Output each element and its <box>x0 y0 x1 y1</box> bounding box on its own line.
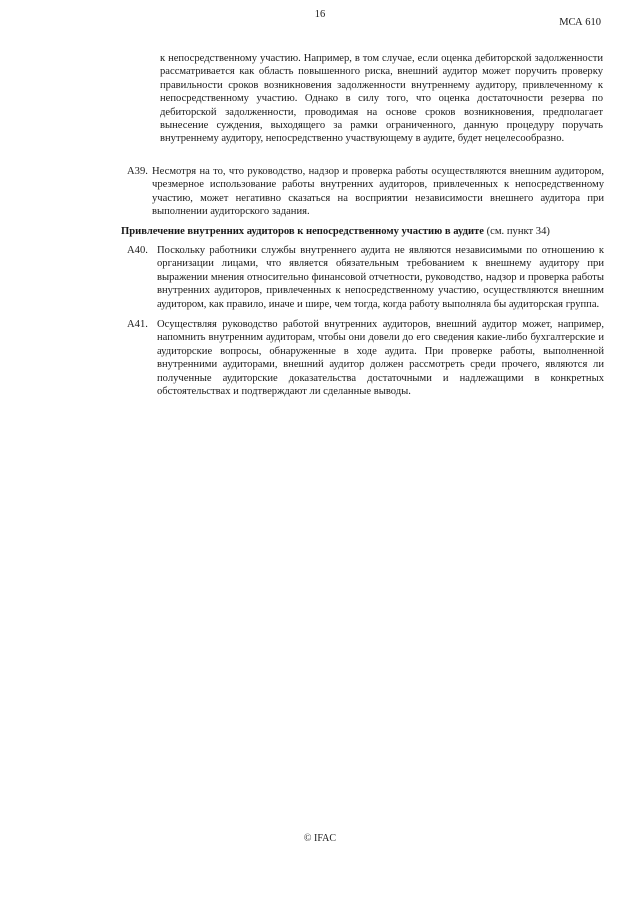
paragraph-number: A39. <box>127 166 148 177</box>
paragraph-number: A41. <box>127 319 148 330</box>
paragraph-number: A40. <box>127 245 148 256</box>
document-code: МСА 610 <box>559 17 601 28</box>
section-heading-title: Привлечение внутренних аудиторов к непосредственному участию в аудите <box>121 226 484 237</box>
paragraph-text: Поскольку работники службы внутреннего аудита не являются независимыми по отношению к организации лицами, что является обязательным требованием к внешнему аудитору при выражении мнения относительно финансовой отчетности, руководство, надзор и проверка работы внутренних аудиторов, привлеченных к непосредственному участию, осуществляются внешним аудитором, как правило, иначе и шире, чем тогда, когда работу выполняла бы аудиторская группа. <box>157 245 604 310</box>
page-number: 16 <box>314 9 326 20</box>
section-heading <box>121 225 550 238</box>
section-heading-reference: (см. пункт 34) <box>483 226 550 237</box>
paragraph-text: Осуществляя руководство работой внутренних аудиторов, внешний аудитор может, например, напомнить внутренним аудиторам, чтобы они довели до его сведения какие-либо бухгалтерские и аудиторские вопросы, обнаруженные в ходе аудита. При проверке работы, выполненной внутренними аудиторами, внешний аудитор должен рассмотреть среди прочего, являются ли полученные аудиторские доказательства достаточными и надлежащими в конкретных обстоятельствах и подтверждают ли сделанные выводы. <box>157 319 604 398</box>
copyright-footer: © IFAC <box>303 833 337 844</box>
continuation-paragraph: к непосредственному участию. Например, в том случае, если оценка дебиторской задолженности рассматривается как область повышенного риска, внешний аудитор может поручить проверку правильности сроков возникновения задолженности внутреннему аудитору, привлеченному к непосредственному участию. Однако в силу того, что оценка достаточности резерва по дебиторской задолженности, проводимая на основе сроков возникновения, предполагает вынесение суждения, выходящего за рамки ограниченного, данную процедуру поручать внутреннему аудитору, непосредственно участвующему в аудите, будет нецелесообразно. <box>160 53 603 145</box>
paragraph-text: Несмотря на то, что руководство, надзор и проверка работы осуществляются внешним аудитором, чрезмерное использование работы внутренних аудиторов, привлеченных к непосредственному участию, может негативно сказаться на восприятии независимости внешнего аудитора при выполнении аудиторского задания. <box>152 166 604 218</box>
